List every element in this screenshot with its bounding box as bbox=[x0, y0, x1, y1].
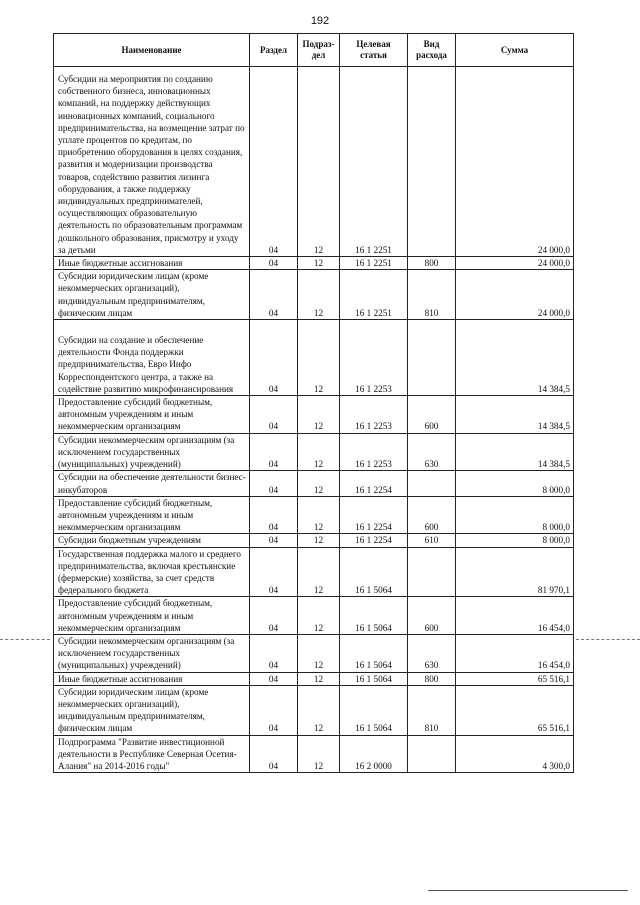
row-target: 16 1 2253 bbox=[340, 396, 408, 434]
table-row bbox=[54, 634, 574, 672]
row-expense: 600 bbox=[408, 597, 456, 635]
row-name: Государственная поддержка малого и среднего предпринимательства, включая крестьянские (фермерские) хозяйства, за счет средств федерального бюджета bbox=[54, 547, 250, 597]
row-amount: 81 970,1 bbox=[456, 547, 574, 597]
row-subsection: 12 bbox=[298, 597, 340, 635]
row-subsection: 12 bbox=[298, 547, 340, 597]
table-row bbox=[54, 672, 574, 685]
row-name: Субсидии на создание и обеспечение деятельности Фонда поддержки предпринимательства, Евро Инфо Корреспондентского центра, а также на содействие развитию микрофинансирования bbox=[54, 320, 250, 396]
row-amount: 24 000,0 bbox=[456, 67, 574, 257]
row-section: 04 bbox=[250, 471, 298, 496]
row-name: Субсидии некоммерческим организациям (за исключением государственных (муниципальных) учреждений) bbox=[54, 433, 250, 471]
row-amount: 24 000,0 bbox=[456, 270, 574, 320]
header-target: Целевая статья bbox=[340, 34, 408, 67]
row-target: 16 2 0000 bbox=[340, 735, 408, 773]
footer-rule bbox=[428, 890, 628, 891]
row-amount: 16 454,0 bbox=[456, 634, 574, 672]
row-section: 04 bbox=[250, 547, 298, 597]
row-amount: 8 000,0 bbox=[456, 471, 574, 496]
row-expense: 630 bbox=[408, 634, 456, 672]
header-section: Раздел bbox=[250, 34, 298, 67]
row-subsection: 12 bbox=[298, 67, 340, 257]
row-expense: 600 bbox=[408, 396, 456, 434]
row-amount: 4 300,0 bbox=[456, 735, 574, 773]
row-section: 04 bbox=[250, 597, 298, 635]
row-subsection: 12 bbox=[298, 270, 340, 320]
row-expense bbox=[408, 735, 456, 773]
row-name: Субсидии на мероприятия по созданию собственного бизнеса, инновационных компаний, на поддержку действующих инновационных компаний, социального предпринимательства, на возмещение затрат по уплате процентов по кредитам, по приобретению оборудования в целях создания, развития и модернизации производства товаров, содействию развития лизинга оборудования, а также поддержку индивидуальных предпринимателей, осуществляющих образовательную деятельность по образовательным программам дошкольного образования, присмотру и уходу за детьми bbox=[54, 67, 250, 257]
budget-table bbox=[53, 33, 574, 773]
row-target: 16 1 2251 bbox=[340, 257, 408, 270]
row-target: 16 1 2254 bbox=[340, 471, 408, 496]
row-section: 04 bbox=[250, 672, 298, 685]
table-row bbox=[54, 433, 574, 471]
row-name: Субсидии на обеспечение деятельности бизнес-инкубаторов bbox=[54, 471, 250, 496]
row-section: 04 bbox=[250, 270, 298, 320]
row-target: 16 1 2251 bbox=[340, 67, 408, 257]
row-subsection: 12 bbox=[298, 685, 340, 735]
header-expense-type: Вид расхода bbox=[408, 34, 456, 67]
page-number: 192 bbox=[310, 15, 330, 27]
row-target: 16 1 5064 bbox=[340, 685, 408, 735]
table-row bbox=[54, 534, 574, 547]
table-row bbox=[54, 320, 574, 396]
table-row bbox=[54, 257, 574, 270]
row-subsection: 12 bbox=[298, 496, 340, 534]
row-name: Субсидии юридическим лицам (кроме некоммерческих организаций), индивидуальным предпринимателям, физическим лицам bbox=[54, 685, 250, 735]
table-row bbox=[54, 547, 574, 597]
row-expense: 810 bbox=[408, 685, 456, 735]
row-subsection: 12 bbox=[298, 634, 340, 672]
row-amount: 14 384,5 bbox=[456, 320, 574, 396]
scan-dashed-line-right bbox=[576, 639, 640, 640]
row-amount: 16 454,0 bbox=[456, 597, 574, 635]
row-subsection: 12 bbox=[298, 471, 340, 496]
row-section: 04 bbox=[250, 634, 298, 672]
table-row bbox=[54, 496, 574, 534]
row-amount: 8 000,0 bbox=[456, 496, 574, 534]
row-name: Субсидии юридическим лицам (кроме некоммерческих организаций), индивидуальным предпринимателям, физическим лицам bbox=[54, 270, 250, 320]
header-subsection: Подраз- дел bbox=[298, 34, 340, 67]
row-expense bbox=[408, 547, 456, 597]
row-section: 04 bbox=[250, 433, 298, 471]
row-section: 04 bbox=[250, 534, 298, 547]
row-target: 16 1 5064 bbox=[340, 597, 408, 635]
row-target: 16 1 2251 bbox=[340, 270, 408, 320]
row-expense bbox=[408, 67, 456, 257]
row-expense: 810 bbox=[408, 270, 456, 320]
row-name: Субсидии некоммерческим организациям (за исключением государственных (муниципальных) учреждений) bbox=[54, 634, 250, 672]
row-expense: 630 bbox=[408, 433, 456, 471]
row-target: 16 1 2254 bbox=[340, 534, 408, 547]
row-expense bbox=[408, 320, 456, 396]
header-amount: Сумма bbox=[456, 34, 574, 67]
row-target: 16 1 5064 bbox=[340, 634, 408, 672]
row-section: 04 bbox=[250, 67, 298, 257]
table-row bbox=[54, 270, 574, 320]
row-amount: 65 516,1 bbox=[456, 685, 574, 735]
row-subsection: 12 bbox=[298, 257, 340, 270]
table-row bbox=[54, 685, 574, 735]
row-name: Предоставление субсидий бюджетным, автономным учреждениям и иным некоммерческим организациям bbox=[54, 396, 250, 434]
row-amount: 65 516,1 bbox=[456, 672, 574, 685]
table-row bbox=[54, 471, 574, 496]
row-section: 04 bbox=[250, 496, 298, 534]
row-subsection: 12 bbox=[298, 320, 340, 396]
row-target: 16 1 2253 bbox=[340, 320, 408, 396]
table-row bbox=[54, 67, 574, 257]
row-subsection: 12 bbox=[298, 534, 340, 547]
row-subsection: 12 bbox=[298, 433, 340, 471]
row-target: 16 1 5064 bbox=[340, 547, 408, 597]
scan-dashed-line-left bbox=[0, 639, 50, 640]
row-section: 04 bbox=[250, 396, 298, 434]
row-expense: 800 bbox=[408, 672, 456, 685]
row-subsection: 12 bbox=[298, 396, 340, 434]
table-row bbox=[54, 597, 574, 635]
header-name: Наименование bbox=[54, 34, 250, 67]
row-amount: 8 000,0 bbox=[456, 534, 574, 547]
row-expense bbox=[408, 471, 456, 496]
row-name: Субсидии бюджетным учреждениям bbox=[54, 534, 250, 547]
row-expense: 600 bbox=[408, 496, 456, 534]
row-amount: 14 384,5 bbox=[456, 396, 574, 434]
table-row bbox=[54, 396, 574, 434]
table-header-row bbox=[54, 34, 574, 67]
row-section: 04 bbox=[250, 685, 298, 735]
row-target: 16 1 2253 bbox=[340, 433, 408, 471]
row-name: Предоставление субсидий бюджетным, автономным учреждениям и иным некоммерческим организациям bbox=[54, 597, 250, 635]
row-target: 16 1 2254 bbox=[340, 496, 408, 534]
row-name: Предоставление субсидий бюджетным, автономным учреждениям и иным некоммерческим организациям bbox=[54, 496, 250, 534]
row-name: Иные бюджетные ассигнования bbox=[54, 257, 250, 270]
row-expense: 800 bbox=[408, 257, 456, 270]
row-name: Подпрограмма "Развитие инвестиционной деятельности в Республике Северная Осетия-Алания" на 2014-2016 годы" bbox=[54, 735, 250, 773]
row-subsection: 12 bbox=[298, 735, 340, 773]
row-expense: 610 bbox=[408, 534, 456, 547]
row-section: 04 bbox=[250, 257, 298, 270]
row-amount: 24 000,0 bbox=[456, 257, 574, 270]
row-section: 04 bbox=[250, 320, 298, 396]
row-name: Иные бюджетные ассигнования bbox=[54, 672, 250, 685]
row-section: 04 bbox=[250, 735, 298, 773]
row-amount: 14 384,5 bbox=[456, 433, 574, 471]
table-row bbox=[54, 735, 574, 773]
row-target: 16 1 5064 bbox=[340, 672, 408, 685]
row-subsection: 12 bbox=[298, 672, 340, 685]
